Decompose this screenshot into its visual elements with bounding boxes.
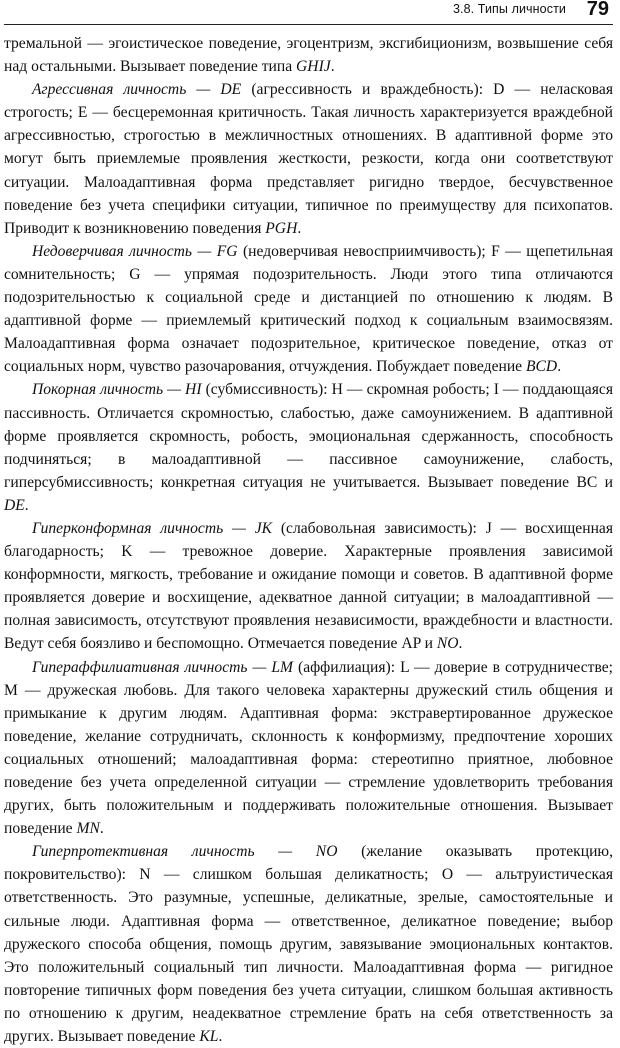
paragraph-continuation: [4, 32, 613, 78]
paragraph-hyperaffiliative: [4, 656, 613, 841]
paragraph-text: (слабовольная зависимость): J — восхищенная благодарность; K — тревожное доверие. Характерные проявления зависимой конформности, мягкость, требование и ожидание помощи и советов. В адаптивной форме проявляется доверие и восхищение, адекватное данной ситуации; в малоадаптивной — полная зависимость, отсутствуют проявления независимости, враждебности и властности. Ведут себя боязливо и беспомощно. Отмечается поведение AP и: [4, 519, 614, 653]
running-header: [4, 0, 613, 25]
paragraph-submissive: [4, 378, 613, 517]
page-number: 79: [586, 0, 609, 20]
paragraph-aggressive: [4, 78, 613, 240]
behavior-code: NO: [436, 635, 459, 653]
paragraph-hyperprotective: [4, 840, 613, 1048]
behavior-code: MN: [76, 820, 100, 838]
personality-type-heading: Недоверчивая личность — FG: [32, 242, 238, 260]
paragraph-text: (субмиссивность): H — скромная робость; I — поддающаяся пассивность. Отличается скромностью, слабостью, даже самоунижением. В адаптивной форме проявляется скромность, робость, эмоциональная сдержанность, способность подчиняться; в малоадаптивной — пассивное самоунижение, слабость, гиперсубмиссивность; конкретная ситуация не учитывается. Вызывает поведение BC и: [4, 381, 613, 491]
paragraph-text: (желание оказывать протекцию, покровительство): N — слишком большая деликатность; O — альтруистическая ответственность. Это разумные, успешные, деликатные, зрелые, самостоятельные и сильные люди. Адаптивная форма — ответственное, деликатное поведение; выбор дружеского способа общения, помощь другим, завязывание эмоциональных контактов. Это положительный социальный тип личности. Малоадаптивная форма — ригидное повторение типичных форм поведения без учета ситуации, слишком большая активность по отношению к другим, неадекватное стремление брать на себя ответственность за других. Вызывает поведение: [4, 843, 613, 1046]
paragraph-text: (аффилиация): L — доверие в сотрудничестве; M — дружеская любовь. Для такого человека характерны дружеский стиль общения и примыкание к другим людям. Адаптивная форма: экстравертированное дружеское поведение, желание сотрудничать, склонность к конформизму, предпочтение хороших социальных отношений; малоадаптивная форма: стереотипно приятное, любовное поведение без учета определенной ситуации — стремление удовлетворить требования других, быть положительным и поддерживать положительные отношения. Вызывает поведение: [4, 658, 613, 838]
paragraph-end: .: [458, 635, 463, 653]
paragraph-text: (агрессивность и враждебность): D — неласковая строгость; E — бесцеремонная критичность. Такая личность характеризуется враждебной агрессивностью, строгостью в межличностных отношениях. В адаптивной форме это могут быть приемлемые проявления жесткости, резкости, когда они соответствуют ситуации. Малоадаптивная форма представляет ригидно твердое, бесчувственное поведение без учета специфики ситуации, типичное по преимуществу для психопатов. Приводит к возникновению поведения: [4, 81, 613, 237]
behavior-code: PGH: [265, 219, 298, 237]
personality-type-heading: Гиперпротективная личность — NO: [32, 843, 338, 861]
paragraph-end: .: [218, 1028, 223, 1046]
behavior-code: BCD: [526, 358, 558, 376]
paragraph-text: (недоверчивая невосприимчивость); F — щепетильная сомнительность; G — упрямая подозрительность. Люди этого типа отличаются подозрительностью к социальной среде и дистанцией по отношению к людям. В адаптивной форме — приемлемый критический подход к социальным взаимосвязям. Малоадаптивная форма означает подозрительное, критическое поведение, отказ от социальных норм, чувство разочарования, отчуждения. Побуждает поведение: [4, 242, 613, 376]
paragraph-end: .: [24, 496, 29, 514]
section-title: 3.8. Типы личности: [452, 2, 566, 16]
paragraph-text: тремальной — эгоистическое поведение, эгоцентризм, эксгибиционизм, возвышение себя над остальными. Вызывает поведение типа: [4, 35, 613, 76]
body-text: [4, 32, 613, 1048]
paragraph-hyperconformist: [4, 517, 613, 656]
personality-type-heading: Агрессивная личность — DE: [32, 81, 242, 99]
paragraph-distrustful: [4, 240, 613, 379]
personality-type-heading: Гиперконформная личность — JK: [32, 519, 273, 537]
behavior-code: KL: [199, 1028, 219, 1046]
paragraph-end: .: [330, 58, 335, 76]
paragraph-end: .: [557, 358, 562, 376]
personality-type-heading: Гипераффилиативная личность — LM: [32, 658, 294, 676]
behavior-code: GHIJ: [296, 58, 331, 76]
paragraph-end: .: [99, 820, 104, 838]
behavior-code: DE: [4, 496, 25, 514]
paragraph-end: .: [297, 219, 302, 237]
personality-type-heading: Покорная личность — HI: [32, 381, 202, 399]
